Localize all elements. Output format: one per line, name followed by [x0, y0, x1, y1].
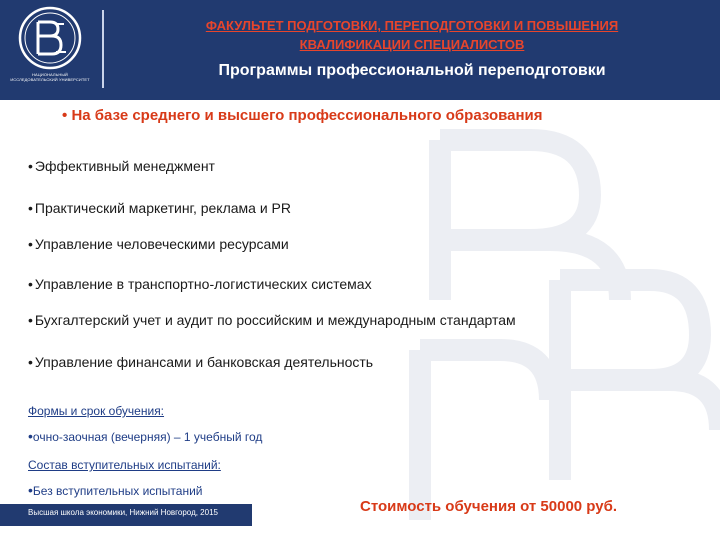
section-heading-text: На базе среднего и высшего профессионального образования — [71, 107, 543, 124]
list-item — [28, 200, 291, 216]
study-forms-label[interactable]: Формы и срок обучения: — [28, 404, 165, 418]
logo-divider — [102, 10, 104, 88]
bullet-icon: • — [28, 158, 33, 174]
program-name: Бухгалтерский учет и аудит по российским и международным стандартам — [34, 312, 516, 328]
program-name: Управление человеческими ресурсами — [34, 236, 289, 252]
department-title-line2: КВАЛИФИКАЦИИ СПЕЦИАЛИСТОВ — [299, 37, 525, 52]
logo-caption: НАЦИОНАЛЬНЫЙ ИССЛЕДОВАТЕЛЬСКИЙ УНИВЕРСИТЕТ — [10, 72, 90, 82]
list-item — [28, 236, 289, 252]
entrance-exams-value — [28, 482, 202, 498]
program-name: Управление финансами и банковская деятельность — [34, 354, 374, 370]
page-subtitle: Программы профессиональной переподготовки — [218, 62, 606, 79]
study-forms-value — [28, 428, 262, 444]
program-name: Практический маркетинг, реклама и PR — [34, 200, 292, 216]
bullet-icon: • — [28, 200, 33, 216]
bullet-icon: • — [28, 236, 33, 252]
bullet-icon: • — [62, 107, 68, 124]
department-title[interactable] — [112, 16, 712, 54]
list-item — [28, 276, 372, 292]
program-name: Управление в транспортно-логистических системах — [34, 276, 372, 292]
bullet-icon: • — [28, 354, 33, 370]
entrance-exams-label[interactable]: Состав вступительных испытаний: — [28, 458, 221, 472]
footer-text: Высшая школа экономики, Нижний Новгород, 2015 — [28, 508, 218, 517]
list-item — [28, 354, 373, 370]
hse-logo-icon — [0, 0, 100, 100]
department-title-line1: ФАКУЛЬТЕТ ПОДГОТОВКИ, ПЕРЕПОДГОТОВКИ И ПОВЫШЕНИЯ — [205, 18, 619, 33]
list-item — [28, 158, 215, 174]
study-forms-text: очно-заочная (вечерняя) – 1 учебный год — [32, 430, 263, 444]
hse-logo — [0, 0, 100, 100]
bullet-icon: • — [28, 482, 33, 498]
header-banner — [0, 0, 720, 100]
entrance-exams-text: Без вступительных испытаний — [32, 484, 203, 498]
section-heading — [62, 107, 543, 124]
price-label: Стоимость обучения от 50000 руб. — [360, 498, 618, 515]
program-name: Эффективный менеджмент — [34, 158, 215, 174]
bullet-icon: • — [28, 428, 33, 444]
bullet-icon: • — [28, 276, 33, 292]
list-item — [28, 312, 516, 328]
bullet-icon: • — [28, 312, 33, 328]
